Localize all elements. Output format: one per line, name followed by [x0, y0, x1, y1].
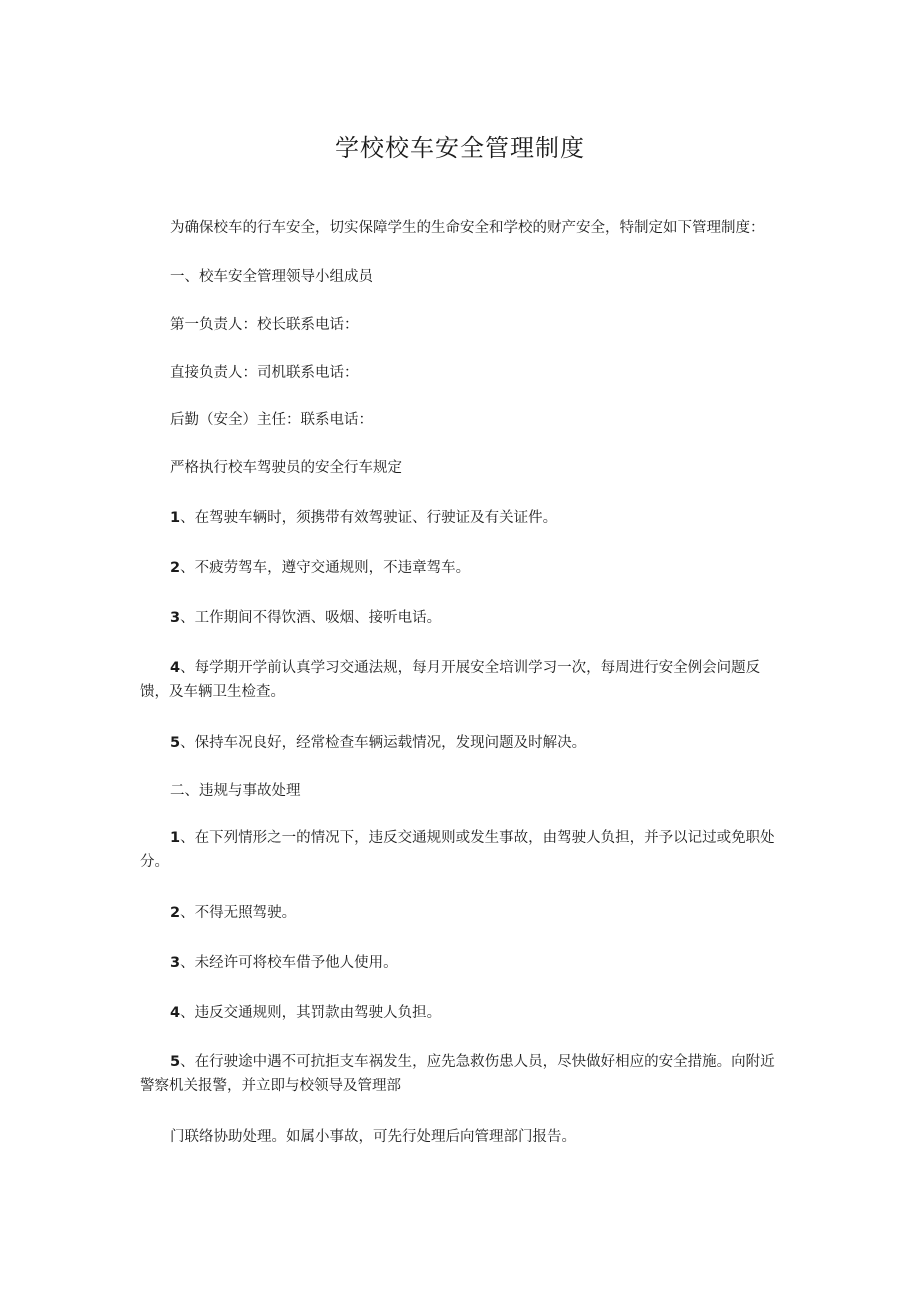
- member-line: 直接负责人：司机联系电话：: [170, 365, 359, 381]
- violation-text: 、违反交通规则，其罚款由驾驶人负担。: [180, 1005, 442, 1021]
- violation-text: 、在下列情形之一的情况下，违反交通规则或发生事故，由驾驶人负担，并予以记过或免职处分。: [140, 830, 775, 870]
- section-heading-2: 二、违规与事故处理: [170, 783, 301, 799]
- violation-number: 4: [170, 1005, 181, 1021]
- violation-number: 1: [170, 830, 181, 846]
- violation-item: [170, 951, 398, 975]
- rule-text: 、工作期间不得饮酒、吸烟、接听电话。: [180, 610, 442, 626]
- rules-heading: 严格执行校车驾驶员的安全行车规定: [170, 460, 402, 476]
- rule-item: [170, 556, 470, 580]
- rule-text: 、保持车况良好，经常检查车辆运载情况，发现问题及时解决。: [180, 735, 587, 751]
- rule-number: 2: [170, 560, 181, 576]
- rule-item: [170, 731, 586, 755]
- rule-text: 、不疲劳驾车，遵守交通规则，不违章驾车。: [180, 560, 471, 576]
- page-title: 学校校车安全管理制度: [335, 134, 585, 162]
- violation-item: [140, 1050, 785, 1098]
- violation-text: 、未经许可将校车借予他人使用。: [180, 955, 398, 971]
- violation-text: 、不得无照驾驶。: [180, 905, 297, 921]
- violation-text: 、在行驶途中遇不可抗拒支车祸发生，应先急救伤患人员，尽快做好相应的安全措施。向附近警察机关报警，并立即与校领导及管理部: [140, 1054, 775, 1094]
- member-line: 后勤（安全）主任：联系电话：: [170, 412, 373, 428]
- member-line: 第一负责人：校长联系电话：: [170, 317, 359, 333]
- rule-text: 、每学期开学前认真学习交通法规，每月开展安全培训学习一次，每周进行安全例会问题反馈，及车辆卫生检查。: [140, 660, 761, 700]
- rule-item: [170, 506, 557, 530]
- rule-number: 3: [170, 610, 181, 626]
- violation-item: [140, 826, 785, 874]
- rule-number: 5: [170, 735, 181, 751]
- violation-item: [170, 1001, 441, 1025]
- rule-number: 1: [170, 510, 181, 526]
- rule-number: 4: [170, 660, 181, 676]
- rule-item: [170, 606, 441, 630]
- closing-paragraph: 门联络协助处理。如属小事故，可先行处理后向管理部门报告。: [170, 1129, 576, 1145]
- rule-text: 、在驾驶车辆时，须携带有效驾驶证、行驶证及有关证件。: [180, 510, 558, 526]
- violation-number: 3: [170, 955, 181, 971]
- violation-item: [170, 901, 296, 925]
- section-heading-1: 一、校车安全管理领导小组成员: [170, 269, 373, 285]
- violation-number: 5: [170, 1054, 181, 1070]
- rule-item: [140, 656, 785, 704]
- intro-paragraph: 为确保校车的行车安全，切实保障学生的生命安全和学校的财产安全，特制定如下管理制度：: [170, 220, 765, 236]
- violation-number: 2: [170, 905, 181, 921]
